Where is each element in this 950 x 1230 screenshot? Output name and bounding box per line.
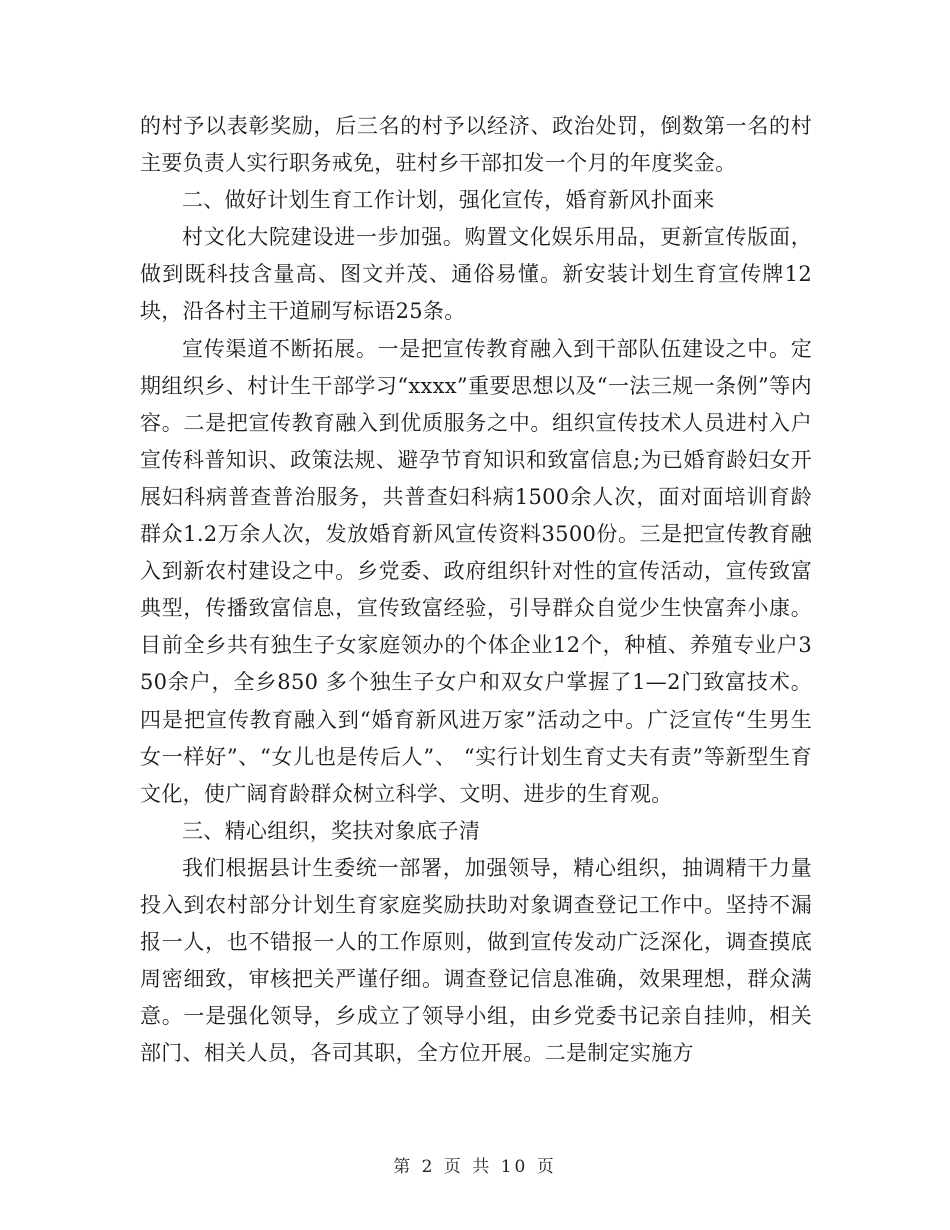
paragraph: 村文化大院建设进一步加强。购置文化娱乐用品，更新宣传版面，做到既科技含量高、图文并茂、通俗易懂。新安装计划生育宣传牌12块，沿各村主干道刷写标语25条。 [140,225,812,324]
paragraph: 我们根据县计生委统一部署，加强领导，精心组织，抽调精干力量投入到农村部分计划生育家庭奖励扶助对象调查登记工作中。坚持不漏报一人，也不错报一人的工作原则，做到宣传发动广泛深化，调查摸底周密细致，审核把关严谨仔细。调查登记信息准确，效果理想，群众满意。一是强化领导，乡成立了领导小组，由乡党委书记亲自挂帅，相关部门、相关人员，各司其职，全方位开展。二是制定实施方 [140,855,812,1066]
paragraph: 的村予以表彰奖励，后三名的村予以经济、政治处罚，倒数第一名的村主要负责人实行职务戒免，驻村乡干部扣发一个月的年度奖金。 [140,114,812,176]
section-heading: 二、做好计划生育工作计划，强化宣传，婚育新风扑面来 [182,188,715,213]
page-number-footer: 第 2 页 共 10 页 [393,1157,557,1177]
paragraph: 宣传渠道不断拓展。一是把宣传教育融入到干部队伍建设之中。定期组织乡、村计生干部学习“xxxx”重要思想以及“一法三规一条例”等内容。二是把宣传教育融入到优质服务之中。组织宣传技术人员进村入户宣传科普知识、政策法规、避孕节育知识和致富信息;为已婚育龄妇女开展妇科病普查普治服务，共普查妇科病1500余人次，面对面培训育龄群众1.2万余人次，发放婚育新风宣传资料3500份。三是把宣传教育融入到新农村建设之中。乡党委、政府组织针对性的宣传活动，宣传致富典型，传播致富信息，宣传致富经验，引导群众自觉少生快富奔小康。目前全乡共有独生子女家庭领办的个体企业12个，种植、养殖专业户350余户，全乡850 多个独生子女户和双女户掌握了1—2门致富技术。四是把宣传教育融入到“婚育新风进万家”活动之中。广泛宣传“生男生女一样好”、“女儿也是传后人”、 “实行计划生育丈夫有责”等新型生育文化，使广阔育龄群众树立科学、文明、进步的生育观。 [140,336,812,806]
document-body [140,108,812,1072]
section-heading: 三、精心组织，奖扶对象底子清 [182,818,481,843]
